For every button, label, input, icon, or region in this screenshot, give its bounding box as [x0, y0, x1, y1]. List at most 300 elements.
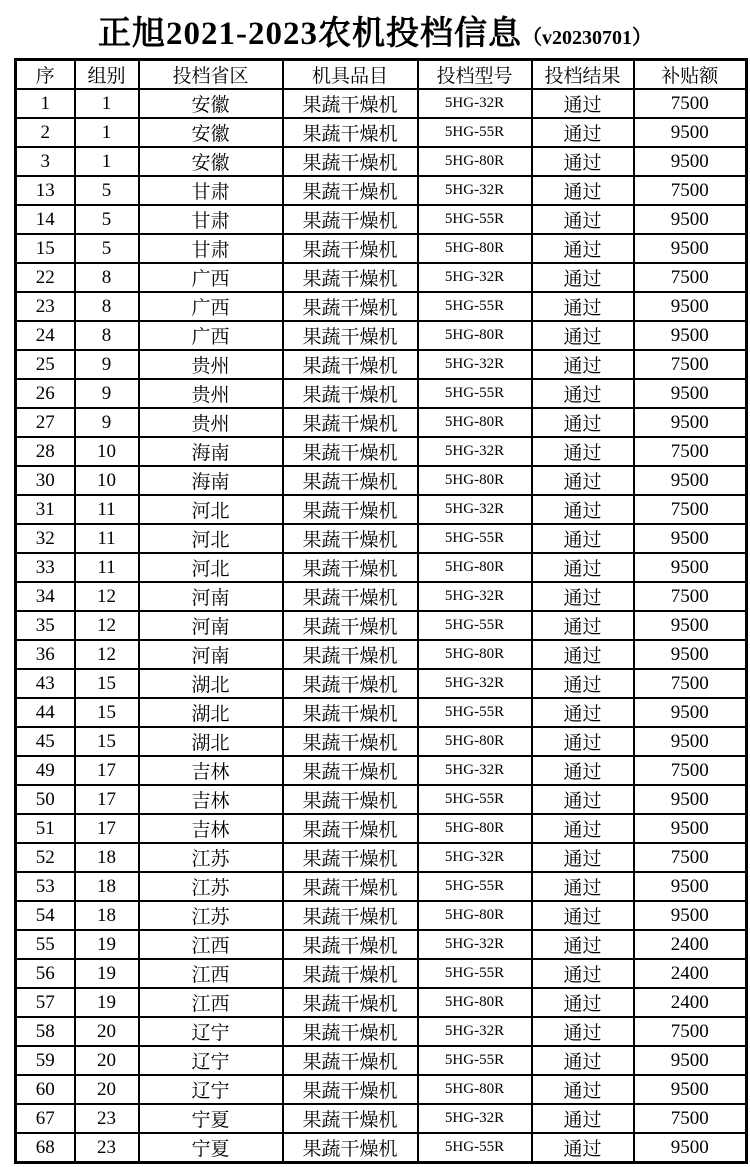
header-seq: 序: [16, 60, 75, 90]
header-subsidy: 补贴额: [634, 60, 747, 90]
table-row: [16, 1133, 747, 1163]
cell-province: 湖北: [139, 669, 283, 698]
cell-group: 23: [75, 1133, 139, 1163]
header-province: 投档省区: [139, 60, 283, 90]
cell-group: 15: [75, 727, 139, 756]
cell-model: 5HG-32R: [418, 1017, 532, 1046]
cell-result: 通过: [532, 727, 634, 756]
cell-group: 17: [75, 814, 139, 843]
table-row: [16, 1104, 747, 1133]
table-row: [16, 350, 747, 379]
cell-model: 5HG-32R: [418, 89, 532, 118]
cell-seq: 67: [16, 1104, 75, 1133]
cell-group: 18: [75, 901, 139, 930]
cell-province: 广西: [139, 263, 283, 292]
table-row: [16, 292, 747, 321]
cell-subsidy: 9500: [634, 814, 747, 843]
cell-seq: 51: [16, 814, 75, 843]
cell-model: 5HG-80R: [418, 234, 532, 263]
cell-province: 辽宁: [139, 1075, 283, 1104]
cell-group: 20: [75, 1046, 139, 1075]
cell-seq: 15: [16, 234, 75, 263]
cell-seq: 56: [16, 959, 75, 988]
cell-subsidy: 9500: [634, 147, 747, 176]
table-row: [16, 147, 747, 176]
cell-province: 河南: [139, 582, 283, 611]
cell-subsidy: 2400: [634, 959, 747, 988]
cell-subsidy: 7500: [634, 756, 747, 785]
cell-province: 江苏: [139, 872, 283, 901]
page-title-text: 正旭2021-2023农机投档信息: [98, 16, 522, 52]
table-row: [16, 1046, 747, 1075]
cell-group: 8: [75, 321, 139, 350]
cell-result: 通过: [532, 814, 634, 843]
cell-seq: 31: [16, 495, 75, 524]
cell-group: 10: [75, 466, 139, 495]
cell-model: 5HG-80R: [418, 901, 532, 930]
cell-province: 贵州: [139, 350, 283, 379]
cell-result: 通过: [532, 408, 634, 437]
cell-group: 18: [75, 843, 139, 872]
cell-result: 通过: [532, 669, 634, 698]
header-group: 组别: [75, 60, 139, 90]
table-header-row: [16, 60, 747, 90]
cell-result: 通过: [532, 1133, 634, 1163]
cell-seq: 24: [16, 321, 75, 350]
cell-subsidy: 9500: [634, 727, 747, 756]
cell-group: 9: [75, 379, 139, 408]
cell-province: 宁夏: [139, 1133, 283, 1163]
cell-group: 23: [75, 1104, 139, 1133]
cell-province: 湖北: [139, 727, 283, 756]
cell-seq: 60: [16, 1075, 75, 1104]
cell-item: 果蔬干燥机: [283, 466, 418, 495]
cell-group: 1: [75, 147, 139, 176]
cell-model: 5HG-32R: [418, 437, 532, 466]
cell-model: 5HG-55R: [418, 118, 532, 147]
cell-group: 15: [75, 669, 139, 698]
header-result: 投档结果: [532, 60, 634, 90]
table-row: [16, 89, 747, 118]
cell-subsidy: 9500: [634, 611, 747, 640]
cell-model: 5HG-32R: [418, 669, 532, 698]
cell-result: 通过: [532, 118, 634, 147]
table-row: [16, 901, 747, 930]
cell-group: 5: [75, 176, 139, 205]
cell-group: 12: [75, 640, 139, 669]
cell-province: 河南: [139, 611, 283, 640]
cell-model: 5HG-55R: [418, 205, 532, 234]
cell-group: 19: [75, 959, 139, 988]
cell-result: 通过: [532, 698, 634, 727]
cell-province: 安徽: [139, 118, 283, 147]
table-row: [16, 785, 747, 814]
cell-model: 5HG-55R: [418, 379, 532, 408]
cell-item: 果蔬干燥机: [283, 321, 418, 350]
cell-subsidy: 9500: [634, 1133, 747, 1163]
cell-group: 20: [75, 1017, 139, 1046]
cell-item: 果蔬干燥机: [283, 234, 418, 263]
cell-result: 通过: [532, 263, 634, 292]
cell-province: 河北: [139, 524, 283, 553]
cell-seq: 68: [16, 1133, 75, 1163]
cell-group: 15: [75, 698, 139, 727]
cell-province: 广西: [139, 321, 283, 350]
table-row: [16, 379, 747, 408]
cell-group: 19: [75, 930, 139, 959]
cell-group: 10: [75, 437, 139, 466]
cell-province: 海南: [139, 466, 283, 495]
table-row: [16, 669, 747, 698]
cell-item: 果蔬干燥机: [283, 930, 418, 959]
cell-result: 通过: [532, 89, 634, 118]
cell-subsidy: 9500: [634, 292, 747, 321]
cell-group: 17: [75, 756, 139, 785]
cell-model: 5HG-80R: [418, 466, 532, 495]
cell-model: 5HG-80R: [418, 147, 532, 176]
cell-seq: 22: [16, 263, 75, 292]
table-row: [16, 321, 747, 350]
cell-group: 5: [75, 205, 139, 234]
cell-item: 果蔬干燥机: [283, 988, 418, 1017]
cell-result: 通过: [532, 930, 634, 959]
cell-group: 5: [75, 234, 139, 263]
cell-group: 1: [75, 118, 139, 147]
cell-item: 果蔬干燥机: [283, 437, 418, 466]
cell-seq: 1: [16, 89, 75, 118]
cell-item: 果蔬干燥机: [283, 1075, 418, 1104]
cell-province: 贵州: [139, 408, 283, 437]
cell-model: 5HG-32R: [418, 930, 532, 959]
table-row: [16, 553, 747, 582]
header-item: 机具品目: [283, 60, 418, 90]
table-row: [16, 756, 747, 785]
cell-item: 果蔬干燥机: [283, 959, 418, 988]
cell-group: 19: [75, 988, 139, 1017]
cell-item: 果蔬干燥机: [283, 901, 418, 930]
cell-subsidy: 7500: [634, 263, 747, 292]
cell-subsidy: 9500: [634, 698, 747, 727]
table-row: [16, 611, 747, 640]
cell-province: 安徽: [139, 147, 283, 176]
cell-subsidy: 9500: [634, 640, 747, 669]
cell-province: 辽宁: [139, 1017, 283, 1046]
cell-group: 20: [75, 1075, 139, 1104]
cell-subsidy: 7500: [634, 350, 747, 379]
cell-seq: 30: [16, 466, 75, 495]
cell-subsidy: 9500: [634, 234, 747, 263]
cell-result: 通过: [532, 901, 634, 930]
cell-seq: 27: [16, 408, 75, 437]
cell-subsidy: 7500: [634, 843, 747, 872]
table-row: [16, 843, 747, 872]
cell-seq: 53: [16, 872, 75, 901]
cell-model: 5HG-32R: [418, 495, 532, 524]
page-title-version: （v20230701）: [522, 27, 652, 49]
cell-province: 吉林: [139, 785, 283, 814]
cell-seq: 59: [16, 1046, 75, 1075]
cell-model: 5HG-32R: [418, 843, 532, 872]
cell-subsidy: 7500: [634, 89, 747, 118]
cell-model: 5HG-55R: [418, 1133, 532, 1163]
cell-province: 江苏: [139, 901, 283, 930]
cell-seq: 36: [16, 640, 75, 669]
cell-province: 江西: [139, 959, 283, 988]
cell-group: 11: [75, 553, 139, 582]
cell-item: 果蔬干燥机: [283, 263, 418, 292]
header-model: 投档型号: [418, 60, 532, 90]
cell-seq: 43: [16, 669, 75, 698]
cell-subsidy: 7500: [634, 176, 747, 205]
cell-result: 通过: [532, 843, 634, 872]
cell-subsidy: 9500: [634, 118, 747, 147]
table-row: [16, 959, 747, 988]
cell-seq: 3: [16, 147, 75, 176]
cell-model: 5HG-32R: [418, 263, 532, 292]
cell-item: 果蔬干燥机: [283, 872, 418, 901]
table-row: [16, 988, 747, 1017]
cell-subsidy: 9500: [634, 321, 747, 350]
cell-province: 吉林: [139, 756, 283, 785]
cell-model: 5HG-80R: [418, 321, 532, 350]
cell-item: 果蔬干燥机: [283, 1017, 418, 1046]
cell-subsidy: 7500: [634, 582, 747, 611]
cell-item: 果蔬干燥机: [283, 408, 418, 437]
cell-item: 果蔬干燥机: [283, 1046, 418, 1075]
cell-result: 通过: [532, 147, 634, 176]
cell-item: 果蔬干燥机: [283, 640, 418, 669]
cell-subsidy: 9500: [634, 205, 747, 234]
cell-item: 果蔬干燥机: [283, 727, 418, 756]
cell-item: 果蔬干燥机: [283, 553, 418, 582]
table-body: [16, 89, 747, 1163]
cell-seq: 45: [16, 727, 75, 756]
cell-seq: 14: [16, 205, 75, 234]
cell-subsidy: 9500: [634, 524, 747, 553]
cell-seq: 23: [16, 292, 75, 321]
cell-model: 5HG-55R: [418, 292, 532, 321]
cell-item: 果蔬干燥机: [283, 582, 418, 611]
cell-seq: 33: [16, 553, 75, 582]
table-row: [16, 1075, 747, 1104]
cell-result: 通过: [532, 292, 634, 321]
cell-item: 果蔬干燥机: [283, 89, 418, 118]
table-row: [16, 640, 747, 669]
cell-province: 海南: [139, 437, 283, 466]
cell-subsidy: 7500: [634, 437, 747, 466]
cell-group: 12: [75, 611, 139, 640]
cell-model: 5HG-80R: [418, 988, 532, 1017]
cell-seq: 49: [16, 756, 75, 785]
cell-result: 通过: [532, 495, 634, 524]
cell-province: 广西: [139, 292, 283, 321]
cell-subsidy: 9500: [634, 901, 747, 930]
cell-result: 通过: [532, 756, 634, 785]
table-row: [16, 263, 747, 292]
cell-result: 通过: [532, 872, 634, 901]
cell-result: 通过: [532, 553, 634, 582]
cell-item: 果蔬干燥机: [283, 785, 418, 814]
cell-subsidy: 7500: [634, 1017, 747, 1046]
cell-result: 通过: [532, 785, 634, 814]
cell-province: 安徽: [139, 89, 283, 118]
cell-item: 果蔬干燥机: [283, 118, 418, 147]
cell-model: 5HG-55R: [418, 698, 532, 727]
cell-item: 果蔬干燥机: [283, 176, 418, 205]
cell-item: 果蔬干燥机: [283, 843, 418, 872]
cell-model: 5HG-80R: [418, 727, 532, 756]
table-row: [16, 727, 747, 756]
cell-result: 通过: [532, 466, 634, 495]
table-row: [16, 176, 747, 205]
cell-seq: 57: [16, 988, 75, 1017]
cell-model: 5HG-80R: [418, 814, 532, 843]
cell-model: 5HG-32R: [418, 1104, 532, 1133]
cell-province: 吉林: [139, 814, 283, 843]
cell-group: 1: [75, 89, 139, 118]
cell-subsidy: 2400: [634, 988, 747, 1017]
cell-seq: 34: [16, 582, 75, 611]
cell-seq: 28: [16, 437, 75, 466]
cell-province: 河北: [139, 553, 283, 582]
cell-item: 果蔬干燥机: [283, 495, 418, 524]
cell-seq: 52: [16, 843, 75, 872]
cell-result: 通过: [532, 959, 634, 988]
table-row: [16, 234, 747, 263]
cell-item: 果蔬干燥机: [283, 292, 418, 321]
cell-model: 5HG-55R: [418, 1046, 532, 1075]
cell-subsidy: 7500: [634, 495, 747, 524]
cell-model: 5HG-32R: [418, 756, 532, 785]
cell-seq: 35: [16, 611, 75, 640]
cell-subsidy: 9500: [634, 785, 747, 814]
cell-model: 5HG-80R: [418, 553, 532, 582]
cell-result: 通过: [532, 582, 634, 611]
table-row: [16, 1017, 747, 1046]
cell-province: 江西: [139, 930, 283, 959]
cell-model: 5HG-80R: [418, 408, 532, 437]
cell-subsidy: 7500: [634, 669, 747, 698]
cell-result: 通过: [532, 640, 634, 669]
cell-model: 5HG-55R: [418, 959, 532, 988]
cell-province: 辽宁: [139, 1046, 283, 1075]
cell-model: 5HG-32R: [418, 176, 532, 205]
cell-result: 通过: [532, 611, 634, 640]
cell-subsidy: 9500: [634, 553, 747, 582]
cell-model: 5HG-80R: [418, 640, 532, 669]
cell-subsidy: 9500: [634, 379, 747, 408]
cell-seq: 32: [16, 524, 75, 553]
cell-province: 江苏: [139, 843, 283, 872]
cell-province: 宁夏: [139, 1104, 283, 1133]
table-row: [16, 408, 747, 437]
cell-model: 5HG-55R: [418, 611, 532, 640]
cell-model: 5HG-55R: [418, 785, 532, 814]
cell-model: 5HG-80R: [418, 1075, 532, 1104]
cell-result: 通过: [532, 1017, 634, 1046]
cell-item: 果蔬干燥机: [283, 814, 418, 843]
cell-item: 果蔬干燥机: [283, 205, 418, 234]
cell-group: 9: [75, 408, 139, 437]
table-row: [16, 205, 747, 234]
cell-result: 通过: [532, 234, 634, 263]
cell-seq: 13: [16, 176, 75, 205]
cell-province: 贵州: [139, 379, 283, 408]
cell-result: 通过: [532, 1104, 634, 1133]
cell-seq: 26: [16, 379, 75, 408]
table-row: [16, 437, 747, 466]
cell-group: 8: [75, 292, 139, 321]
cell-group: 17: [75, 785, 139, 814]
cell-item: 果蔬干燥机: [283, 611, 418, 640]
cell-province: 江西: [139, 988, 283, 1017]
cell-result: 通过: [532, 176, 634, 205]
cell-seq: 50: [16, 785, 75, 814]
cell-province: 湖北: [139, 698, 283, 727]
cell-item: 果蔬干燥机: [283, 1104, 418, 1133]
cell-item: 果蔬干燥机: [283, 1133, 418, 1163]
cell-seq: 54: [16, 901, 75, 930]
table-row: [16, 872, 747, 901]
table-row: [16, 930, 747, 959]
cell-result: 通过: [532, 350, 634, 379]
table-row: [16, 814, 747, 843]
cell-model: 5HG-32R: [418, 582, 532, 611]
cell-group: 11: [75, 524, 139, 553]
cell-seq: 58: [16, 1017, 75, 1046]
cell-item: 果蔬干燥机: [283, 756, 418, 785]
cell-result: 通过: [532, 379, 634, 408]
cell-subsidy: 9500: [634, 466, 747, 495]
cell-item: 果蔬干燥机: [283, 669, 418, 698]
cell-item: 果蔬干燥机: [283, 524, 418, 553]
cell-province: 河北: [139, 495, 283, 524]
table-row: [16, 118, 747, 147]
table-row: [16, 698, 747, 727]
cell-item: 果蔬干燥机: [283, 147, 418, 176]
cell-group: 12: [75, 582, 139, 611]
filing-table: [14, 58, 748, 1164]
cell-subsidy: 9500: [634, 1075, 747, 1104]
cell-result: 通过: [532, 321, 634, 350]
cell-result: 通过: [532, 988, 634, 1017]
cell-result: 通过: [532, 1046, 634, 1075]
cell-seq: 55: [16, 930, 75, 959]
cell-model: 5HG-55R: [418, 872, 532, 901]
cell-result: 通过: [532, 205, 634, 234]
cell-model: 5HG-32R: [418, 350, 532, 379]
cell-province: 甘肃: [139, 234, 283, 263]
cell-seq: 44: [16, 698, 75, 727]
cell-model: 5HG-55R: [418, 524, 532, 553]
cell-subsidy: 2400: [634, 930, 747, 959]
table-row: [16, 524, 747, 553]
cell-item: 果蔬干燥机: [283, 379, 418, 408]
cell-subsidy: 9500: [634, 408, 747, 437]
cell-result: 通过: [532, 1075, 634, 1104]
cell-seq: 25: [16, 350, 75, 379]
cell-province: 甘肃: [139, 176, 283, 205]
cell-province: 甘肃: [139, 205, 283, 234]
cell-group: 11: [75, 495, 139, 524]
cell-item: 果蔬干燥机: [283, 350, 418, 379]
cell-subsidy: 7500: [634, 1104, 747, 1133]
cell-group: 18: [75, 872, 139, 901]
page-title: [0, 0, 750, 58]
table-row: [16, 495, 747, 524]
cell-group: 9: [75, 350, 139, 379]
cell-province: 河南: [139, 640, 283, 669]
